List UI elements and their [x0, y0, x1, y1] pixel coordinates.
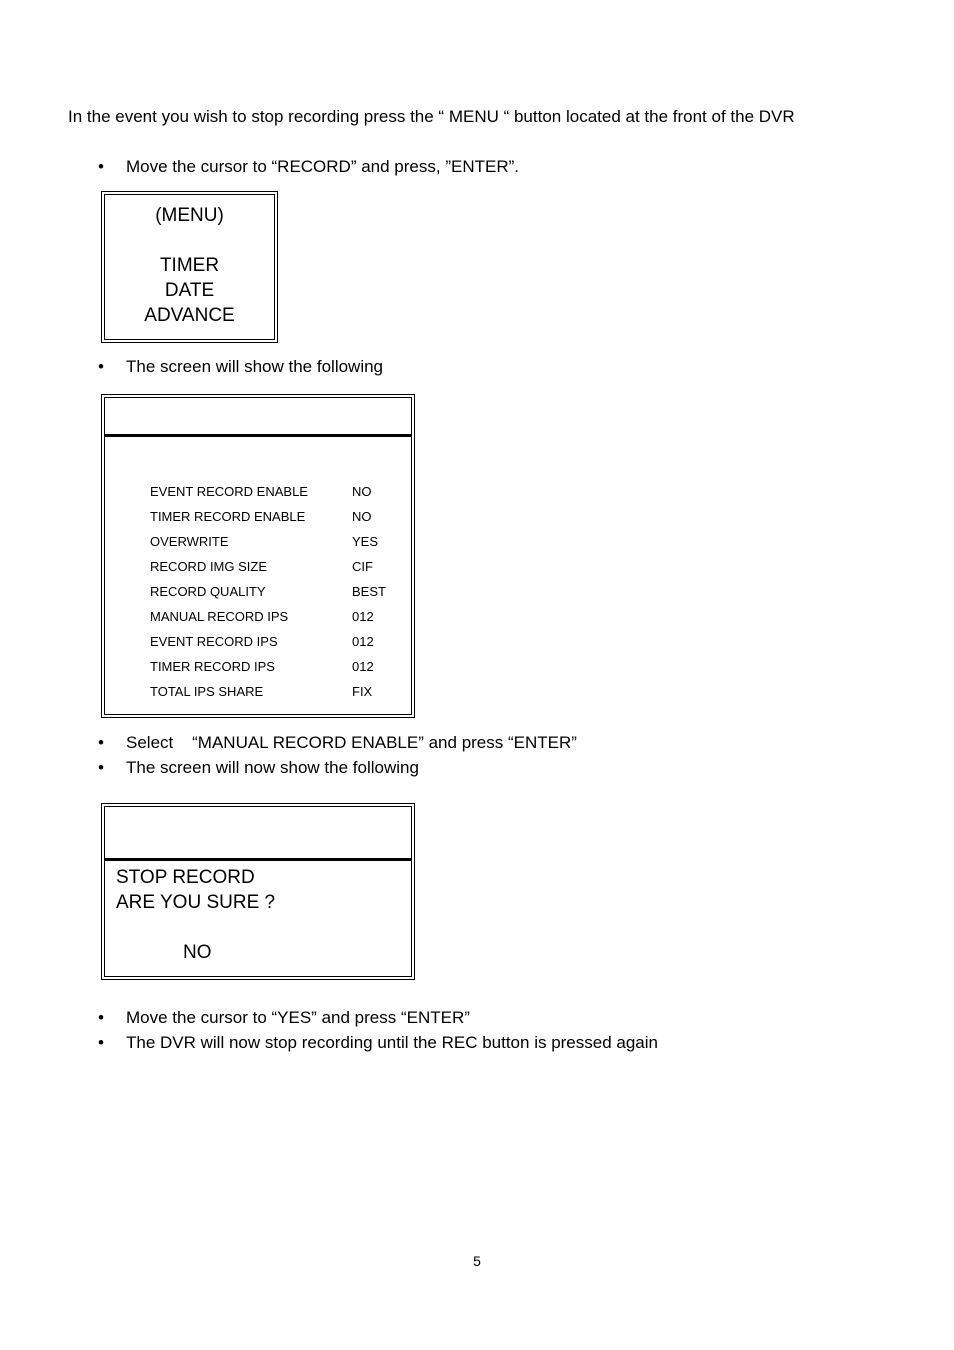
record-settings-screen — [101, 394, 415, 718]
setting-value: CIF — [352, 559, 373, 574]
step-text: The screen will now show the following — [126, 758, 419, 777]
setting-label: MANUAL RECORD IPS — [150, 609, 289, 624]
setting-value: 012 — [352, 609, 374, 624]
confirm-question: ARE YOU SURE ? — [116, 892, 276, 913]
setting-value: FIX — [352, 684, 373, 699]
setting-label: EVENT RECORD ENABLE — [150, 484, 308, 499]
menu-item-timer: TIMER — [159, 255, 220, 276]
screen-header-divider — [104, 434, 412, 437]
bullet-icon: • — [98, 357, 104, 376]
table-row — [150, 557, 410, 577]
menu-item-advance: ADVANCE — [144, 305, 235, 326]
table-row — [150, 607, 410, 627]
bullet-icon: • — [98, 157, 104, 176]
bullet-icon: • — [98, 733, 104, 752]
intro-paragraph: In the event you wish to stop recording press the “ MENU “ button located at the front of the DVR — [68, 107, 795, 126]
menu-screen — [101, 191, 278, 343]
setting-label: TIMER RECORD IPS — [150, 659, 275, 674]
setting-value: NO — [352, 484, 372, 499]
setting-label: OVERWRITE — [150, 534, 229, 549]
table-row — [150, 682, 410, 702]
setting-label: EVENT RECORD IPS — [150, 634, 278, 649]
setting-value: 012 — [352, 659, 374, 674]
page-number: 5 — [473, 1253, 481, 1269]
step-text: Move the cursor to “YES” and press “ENTER” — [126, 1008, 470, 1027]
setting-label: RECORD QUALITY — [150, 584, 266, 599]
menu-title: (MENU) — [155, 205, 224, 226]
setting-label: TOTAL IPS SHARE — [150, 684, 264, 699]
step-text: Select “MANUAL RECORD ENABLE” and press “ENTER” — [126, 733, 577, 752]
menu-item-date: DATE — [164, 280, 215, 301]
setting-value: NO — [352, 509, 372, 524]
bullet-icon: • — [98, 758, 104, 777]
bullet-icon: • — [98, 1033, 104, 1052]
step-text: Move the cursor to “RECORD” and press, ”ENTER”. — [126, 157, 519, 176]
table-row — [150, 632, 410, 652]
bullet-icon: • — [98, 1008, 104, 1027]
table-row — [150, 657, 410, 677]
step-text: The DVR will now stop recording until the REC button is pressed again — [126, 1033, 658, 1052]
stop-record-prompt: STOP RECORD — [116, 867, 255, 888]
stop-record-screen — [101, 803, 415, 980]
setting-value: YES — [352, 534, 379, 549]
confirm-choice: NO — [183, 942, 212, 963]
table-row — [150, 507, 410, 527]
table-row — [150, 482, 410, 502]
table-row — [150, 582, 410, 602]
table-row — [150, 532, 410, 552]
step-text: The screen will show the following — [126, 357, 384, 376]
screen-header-divider — [104, 858, 412, 861]
setting-value: 012 — [352, 634, 374, 649]
setting-label: RECORD IMG SIZE — [150, 559, 268, 574]
setting-value: BEST — [352, 584, 386, 599]
setting-label: TIMER RECORD ENABLE — [150, 509, 306, 524]
